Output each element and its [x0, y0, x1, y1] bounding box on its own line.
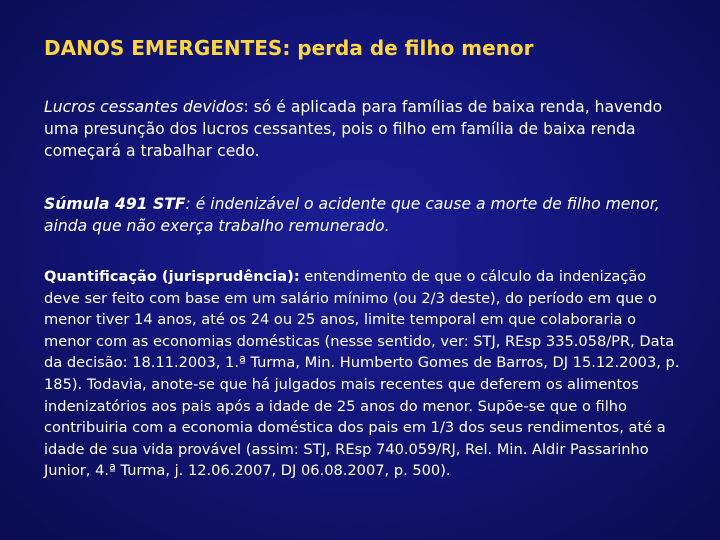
lucros-cessantes-text: : só é aplicada para famílias de baixa renda, havendo uma presunção dos lucros cessantes, pois o filho em família de baixa renda começará a trabalhar cedo.	[44, 98, 663, 160]
slide-title: DANOS EMERGENTES: perda de filho menor	[44, 36, 534, 60]
lucros-cessantes-lead: Lucros cessantes devidos	[44, 98, 244, 116]
paragraph-lucros-cessantes	[44, 96, 684, 162]
paragraph-quantificacao	[44, 266, 684, 482]
paragraph-sumula-491	[44, 193, 684, 237]
quantificacao-text: entendimento de que o cálculo da indenização deve ser feito com base em um salário mínimo (ou 2/3 deste), do período em que o menor tiver 14 anos, até os 24 ou 25 anos, limite temporal em que colaboraria o menor com as economias domésticas (nesse sentido, ver: STJ, REsp 335.058/PR, Data da decisão: 18.11.2003, 1.ª Turma, Min. Humberto Gomes de Barros, DJ 15.12.2003, p. 185). Todavia, anote-se que há julgados mais recentes que deferem os alimentos indenizatórios aos pais após a idade de 25 anos do menor. Supõe-se que o filho contribuiria com a economia doméstica dos pais em 1/3 dos seus rendimentos, até a idade de sua vida provável (assim: STJ, REsp 740.059/RJ, Rel. Min. Aldir Passarinho Junior, 4.ª Turma, j. 12.06.2007, DJ 06.08.2007, p. 500).	[44, 268, 680, 480]
sumula-491-lead: Súmula 491 STF	[44, 195, 186, 213]
sumula-491-text: : é indenizável o acidente que cause a morte de filho menor, ainda que não exerça trabalho remunerado.	[44, 195, 660, 235]
quantificacao-lead: Quantificação (jurisprudência):	[44, 268, 300, 285]
